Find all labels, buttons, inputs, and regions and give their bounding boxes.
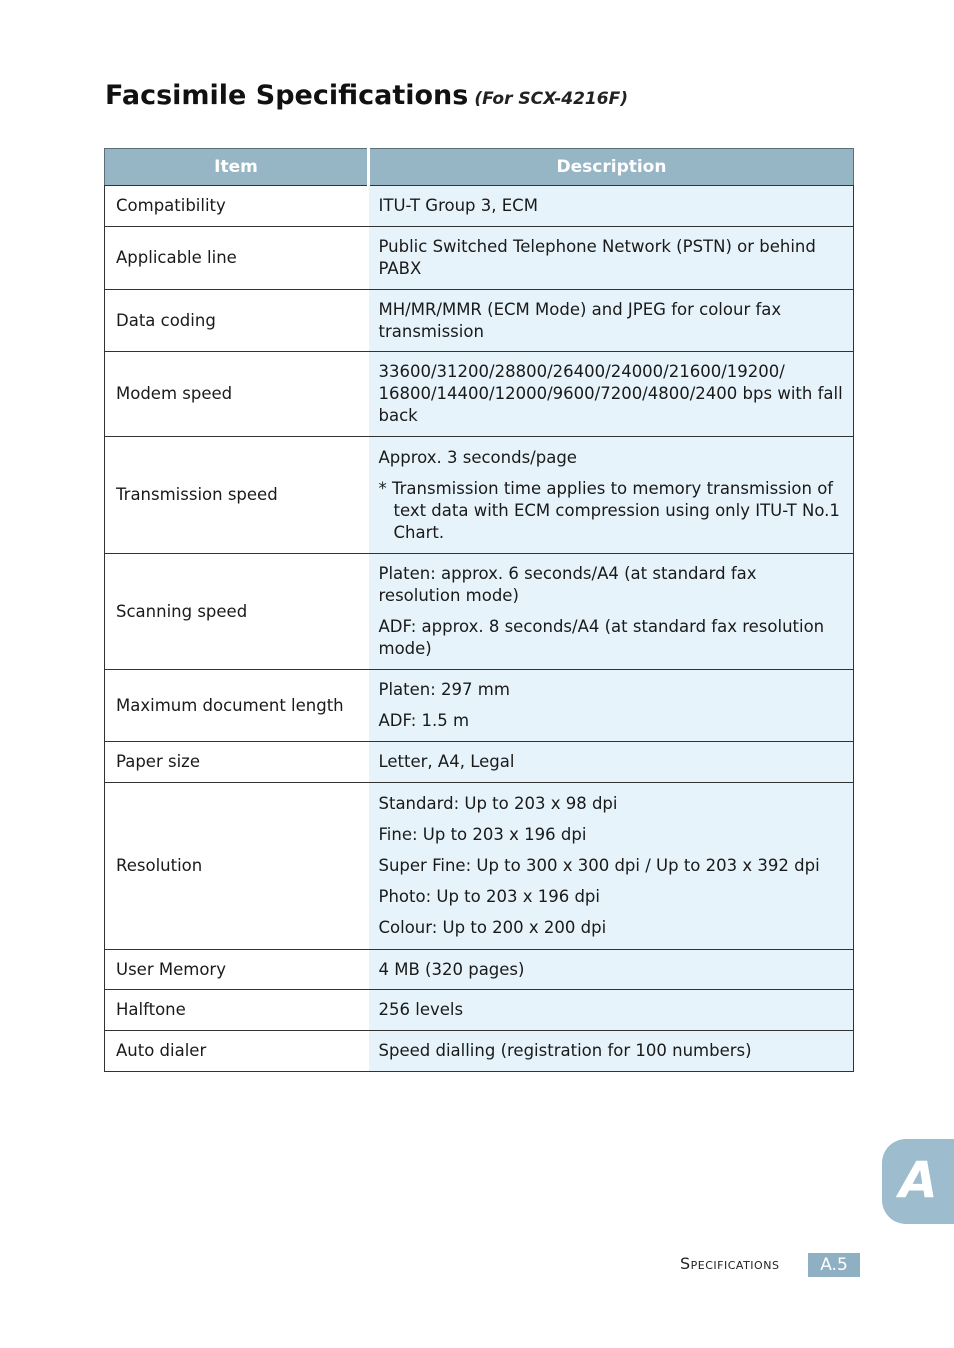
description-line: 256 levels <box>378 1000 464 1019</box>
row-item: Maximum document length <box>105 670 369 742</box>
row-description <box>369 1031 854 1072</box>
description-line: Letter, A4, Legal <box>378 752 515 771</box>
appendix-tab-letter: A <box>899 1151 938 1209</box>
footer-section-label: Specifications <box>680 1254 780 1273</box>
row-description <box>369 554 854 670</box>
header-item: Item <box>105 149 369 186</box>
footnote-text: * Transmission time applies to memory transmission of text data with ECM compression using only ITU-T No.1 Chart. <box>378 478 840 542</box>
row-description <box>369 437 854 554</box>
row-item: Resolution <box>105 783 369 950</box>
description-line: Speed dialling (registration for 100 numbers) <box>378 1041 752 1060</box>
row-description <box>369 670 854 742</box>
row-description <box>369 352 854 437</box>
description-line: Platen: approx. 6 seconds/A4 (at standard fax resolution mode) <box>378 564 757 605</box>
header-description: Description <box>369 149 854 186</box>
title-main: Facsimile Specifications <box>105 80 469 111</box>
row-description <box>369 990 854 1031</box>
table-row <box>105 227 854 290</box>
description-line: Public Switched Telephone Network (PSTN) or behind PABX <box>378 237 816 278</box>
description-line: Colour: Up to 200 x 200 dpi <box>378 918 607 937</box>
row-item: Transmission speed <box>105 437 369 554</box>
row-item: Auto dialer <box>105 1031 369 1072</box>
page-title <box>105 74 628 112</box>
table-row <box>105 742 854 783</box>
row-description <box>369 783 854 950</box>
description-line: Photo: Up to 203 x 196 dpi <box>378 887 600 906</box>
description-line: ADF: approx. 8 seconds/A4 (at standard fax resolution mode) <box>378 617 825 658</box>
table-row <box>105 783 854 950</box>
description-line: Platen: 297 mm <box>378 680 510 699</box>
row-description <box>369 186 854 227</box>
description-line: 33600/31200/28800/26400/24000/21600/19200/ 16800/14400/12000/9600/7200/4800/2400 bps with fall back <box>378 362 843 425</box>
table-header-row <box>105 149 854 186</box>
table-row <box>105 437 854 554</box>
description-line: Fine: Up to 203 x 196 dpi <box>378 825 587 844</box>
row-description <box>369 950 854 990</box>
row-item: User Memory <box>105 950 369 990</box>
table-row <box>105 352 854 437</box>
description-line: 4 MB (320 pages) <box>378 959 525 979</box>
title-model-note: (For SCX-4216F) <box>474 89 628 109</box>
table-row <box>105 670 854 742</box>
row-description <box>369 742 854 783</box>
description-line: Super Fine: Up to 300 x 300 dpi / Up to 203 x 392 dpi <box>378 856 820 875</box>
fax-spec-table <box>104 148 854 1072</box>
row-item: Modem speed <box>105 352 369 437</box>
description-line: ITU-T Group 3, ECM <box>378 196 538 215</box>
row-description <box>369 290 854 352</box>
table-row <box>105 950 854 990</box>
table-row <box>105 1031 854 1072</box>
row-description <box>369 227 854 290</box>
row-item: Paper size <box>105 742 369 783</box>
description-line: Approx. 3 seconds/page <box>378 447 577 467</box>
row-item: Halftone <box>105 990 369 1031</box>
description-line: MH/MR/MMR (ECM Mode) and JPEG for colour fax transmission <box>378 299 782 341</box>
table-row <box>105 186 854 227</box>
page-number-badge: A.5 <box>808 1253 860 1277</box>
row-item: Scanning speed <box>105 554 369 670</box>
description-line: ADF: 1.5 m <box>378 711 470 730</box>
table-row <box>105 554 854 670</box>
row-item: Applicable line <box>105 227 369 290</box>
table-row <box>105 290 854 352</box>
table-row <box>105 990 854 1031</box>
description-line: Standard: Up to 203 x 98 dpi <box>378 794 618 813</box>
row-item: Compatibility <box>105 186 369 227</box>
row-item: Data coding <box>105 290 369 352</box>
